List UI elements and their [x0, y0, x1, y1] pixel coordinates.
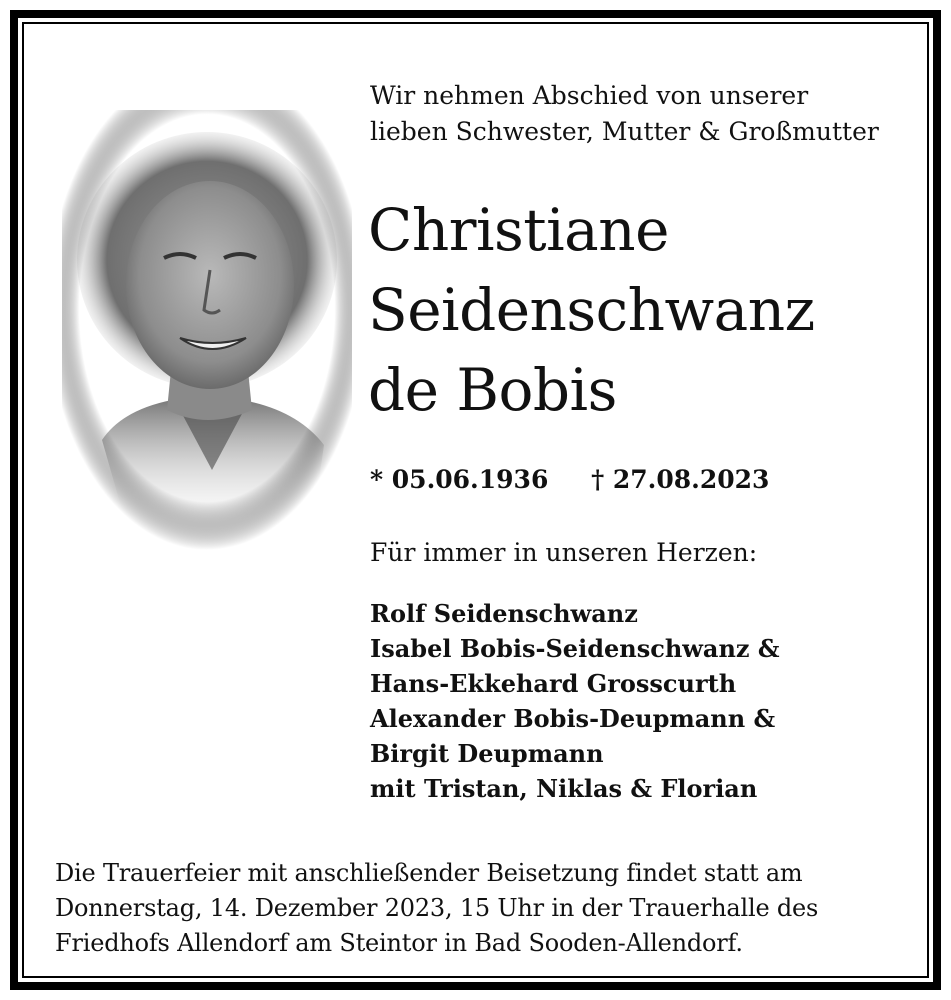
name-line: Seidenschwanz — [368, 276, 815, 344]
family-member: Alexander Bobis-Deupmann & — [370, 704, 776, 733]
forever-text: Für immer in unseren Herzen: — [370, 538, 758, 567]
family-member: Isabel Bobis-Seidenschwanz & — [370, 634, 780, 663]
intro-line: Wir nehmen Abschied von unserer — [370, 81, 809, 110]
family-member: Rolf Seidenschwanz — [370, 599, 638, 628]
service-line: Donnerstag, 14. Dezember 2023, 15 Uhr in der Trauerhalle des — [55, 894, 819, 922]
family-member: Birgit Deupmann — [370, 739, 604, 768]
life-dates — [370, 465, 769, 494]
intro-line: lieben Schwester, Mutter & Großmutter — [370, 117, 879, 146]
service-line: Friedhofs Allendorf am Steintor in Bad Sooden-Allendorf. — [55, 929, 743, 957]
family-member: mit Tristan, Niklas & Florian — [370, 774, 758, 803]
birth-date: * 05.06.1936 — [370, 465, 549, 494]
service-line: Die Trauerfeier mit anschließender Beisetzung findet statt am — [55, 859, 803, 887]
name-line: Christiane — [368, 196, 669, 264]
family-member: Hans-Ekkehard Grosscurth — [370, 669, 737, 698]
family-list — [370, 596, 780, 806]
name-line: de Bobis — [368, 356, 617, 424]
deceased-name — [368, 190, 815, 430]
portrait-photo — [62, 110, 352, 550]
death-date: † 27.08.2023 — [591, 465, 770, 494]
funeral-service-info — [55, 856, 818, 961]
intro-text — [370, 78, 879, 150]
